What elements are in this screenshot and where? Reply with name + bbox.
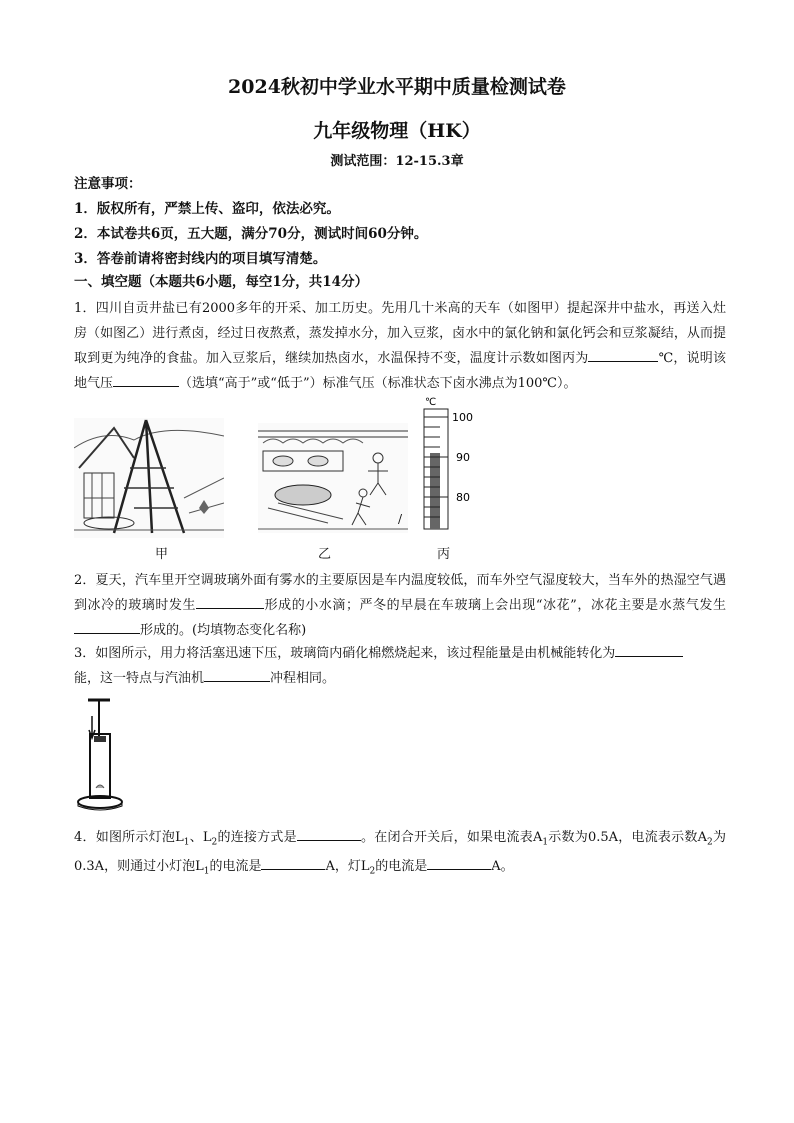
note-item: 3．答卷前请将密封线内的项目填写清楚。 [74, 251, 327, 267]
q4-text: 的电流是 [375, 858, 428, 874]
subscript: 2 [369, 866, 376, 877]
current-value: 0.5A [587, 830, 619, 845]
answer-blank[interactable] [113, 372, 179, 387]
figure-caption: 丙 [437, 547, 451, 562]
subscript: 2 [706, 837, 713, 848]
q4-text: 4．如图所示灯泡 [74, 830, 176, 845]
question-2 [74, 568, 726, 643]
question-4 [74, 826, 726, 883]
q1-text: （选填“高于”或“低于”）标准气压（标准状态下卤水沸点为100℃）。 [179, 376, 577, 391]
q4-text: 示数为 [548, 830, 588, 845]
notes-heading: 注意事项： [74, 176, 142, 192]
figure-caption: 甲 [155, 547, 169, 562]
derrick-figure [74, 418, 224, 538]
section-heading: 一、填空题（本题共6小题，每空1分，共14分） [74, 274, 369, 290]
q2-text: 形成的小水滴；严冬的早晨在车玻璃上会出现“冰花”，冰花主要是水蒸气发生 [264, 598, 726, 613]
answer-blank[interactable] [261, 855, 325, 870]
q4-text: A。 [491, 858, 514, 874]
subscript: 1 [542, 837, 549, 848]
symbol-A: A [532, 830, 543, 845]
subscript: 1 [203, 866, 210, 877]
boiling-room-figure [258, 423, 408, 533]
question-1 [74, 296, 726, 396]
thermometer-figure [420, 393, 490, 533]
q1-text: ℃，说明该地气压 [74, 351, 726, 391]
figure-caption: 乙 [318, 547, 332, 562]
subscript: 1 [183, 837, 190, 848]
separator: 、 [189, 830, 203, 845]
subscript: 2 [211, 837, 218, 848]
q2-text: 2．夏天，汽车里开空调玻璃外面有雾水的主要原因是车内温度较低，而车外空气湿度较大，当车外的热湿空气遇到冰冷的玻璃时发生 [74, 573, 726, 613]
note-item: 2．本试卷共6页，五大题，满分70分，测试时间60分钟。 [74, 226, 428, 242]
note-item: 1．版权所有，严禁上传、盗印，依法必究。 [74, 201, 340, 217]
q3-text: 3．如图所示，用力将活塞迅速下压，玻璃筒内硝化棉燃烧起来，该过程能量是由机械能转化为 [74, 646, 616, 661]
fire-syringe-figure [74, 696, 126, 811]
question-3 [74, 641, 726, 691]
thermometer-tick: 90 [456, 451, 470, 464]
symbol-L: L [195, 858, 204, 874]
q1-text: 1．四川自贡井盐已有2000多年的开采、加工历史。先用几十米高的天车（如图甲）提起深井中盐水，再送入灶房（如图乙）进行煮卤，经过日夜熬煮，蒸发掉水分，加入豆浆，卤水中的氯化钠和氯化钙会和豆浆凝结，从而提取到更为纯净的食盐。加入豆浆后，继续加热卤水，水温保持不变，温度计示数如图丙为 [74, 301, 726, 366]
q2-text: 形成的。(均填物态变化名称) [140, 623, 307, 638]
q3-text: 冲程相同。 [270, 671, 336, 686]
answer-blank[interactable] [74, 619, 140, 634]
symbol-L: L [360, 858, 370, 874]
answer-blank[interactable] [204, 667, 270, 682]
q4-text: ，则通过小灯泡 [104, 858, 196, 874]
answer-blank[interactable] [427, 855, 491, 870]
q4-text: 为 [712, 830, 726, 845]
symbol-A: A [697, 830, 707, 845]
q4-text: ，电流表示数 [618, 830, 698, 845]
q4-text: A，灯 [325, 858, 361, 874]
q4-text: 的连接方式是 [217, 830, 297, 845]
answer-blank[interactable] [615, 642, 683, 657]
exam-subtitle: 九年级物理（HK） [313, 120, 481, 142]
symbol-L: L [175, 830, 184, 845]
pointer-mark: / [398, 512, 403, 526]
q4-text: 的电流是 [209, 858, 262, 874]
q3-text: 能，这一特点与汽油机 [74, 671, 205, 686]
thermometer-tick: 100 [452, 411, 473, 424]
thermometer-unit: ℃ [425, 397, 437, 408]
answer-blank[interactable] [588, 347, 658, 362]
exam-scope: 测试范围：12-15.3章 [330, 154, 464, 169]
thermometer-tick: 80 [456, 491, 470, 504]
q4-text: 。在闭合开关后，如果电流表 [360, 830, 533, 845]
answer-blank[interactable] [196, 594, 264, 609]
symbol-L: L [202, 830, 212, 845]
exam-title: 2024秋初中学业水平期中质量检测试卷 [228, 76, 566, 98]
current-value: 0.3A [74, 858, 105, 874]
answer-blank[interactable] [297, 826, 361, 841]
